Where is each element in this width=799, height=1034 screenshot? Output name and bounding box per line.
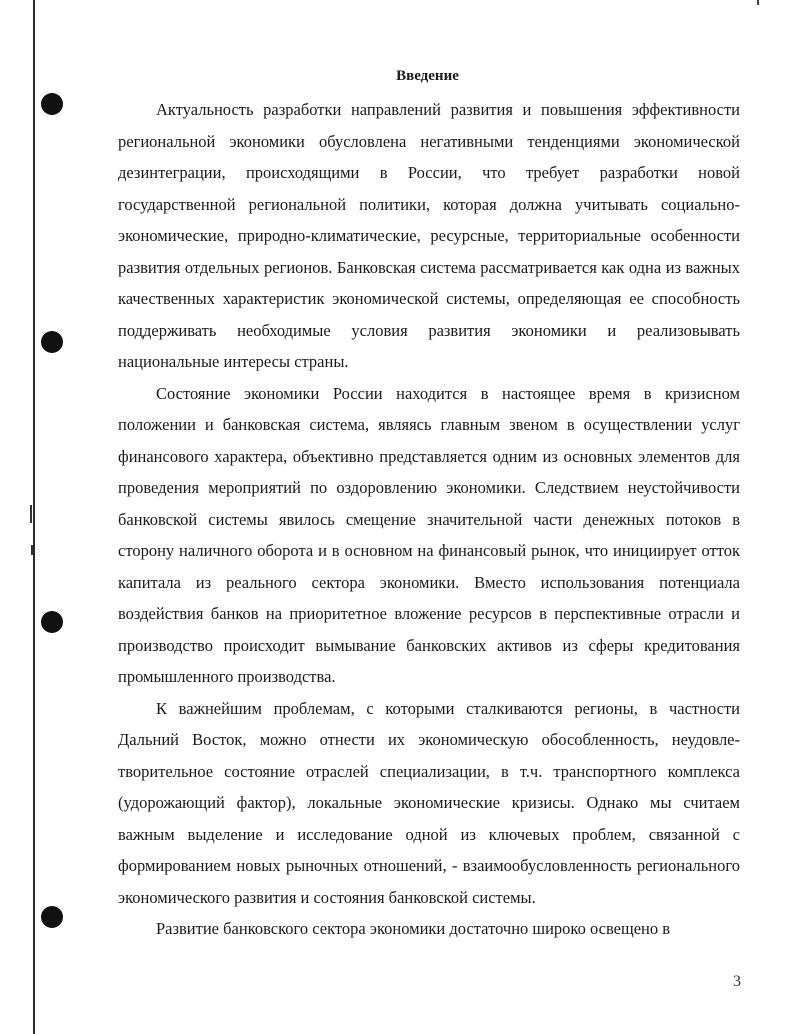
paragraph: К важнейшим проблемам, с которыми сталкиваются регионы, в частности Дальний Восток, можно отнести их экономическую обособленность, неудовлетворительное состояние отраслей специализации, в т.ч. транспортного комплекса (удорожающий фактор), локальные экономические кризисы. Однако мы считаем важным выделение и исследование одной из ключевых проблем, связанной с формированием новых рыночных отношений, - взаимообусловленность регионального экономического развития и состояния банковской системы. [118,698,740,907]
punch-hole-mark [41,611,63,633]
punch-hole-mark [41,906,63,928]
body-text [118,94,740,945]
paragraph: Развитие банковского сектора экономики достаточно широко освещено в [156,919,671,938]
paragraph: Актуальность разработки направлений развития и повышения эффективности региональной экономики обусловлена негативными тенденциями экономической дезинтеграции, происходящими в России, что требует разработки новой государственной региональной политики, которая должна учитывать социально-экономические, природно-климатические, ресурсные, территориальные особенности развития отдельных регионов. Банковская система рассматривается как одна из важных качественных характеристик экономической системы, определяющая ее способность поддерживать необходимые условия развития экономики и реализовывать национальные интересы страны. [118,100,740,371]
scan-corner-mark [757,0,759,5]
punch-hole-mark [41,93,63,115]
punch-hole-mark [41,331,63,353]
scan-edge-line [33,0,35,1034]
scan-edge-tick [30,505,32,523]
section-title: Введение [396,68,459,84]
paragraph: Состояние экономики России находится в настоящее время в кризисном положении и банковская система, являясь главным звеном в осуществлении услуг финансового характера, объективно представляется одним из основных элементов для проведения мероприятий по оздоровлению экономики. Следствием неустойчивости банковской системы явилось смещение значительной части денежных потоков в сторону наличного оборота и в основном на финансовый рынок, что инициирует отток капитала из реального сектора экономики. Вместо использования потенциала воздействия банков на приоритетное вложение ресурсов в перспективные отрасли и производство происходит вымывание банковских активов из сферы кредитования промышленного производства. [118,383,740,686]
page-number: 3 [733,973,741,990]
scan-edge-tick [31,545,33,555]
